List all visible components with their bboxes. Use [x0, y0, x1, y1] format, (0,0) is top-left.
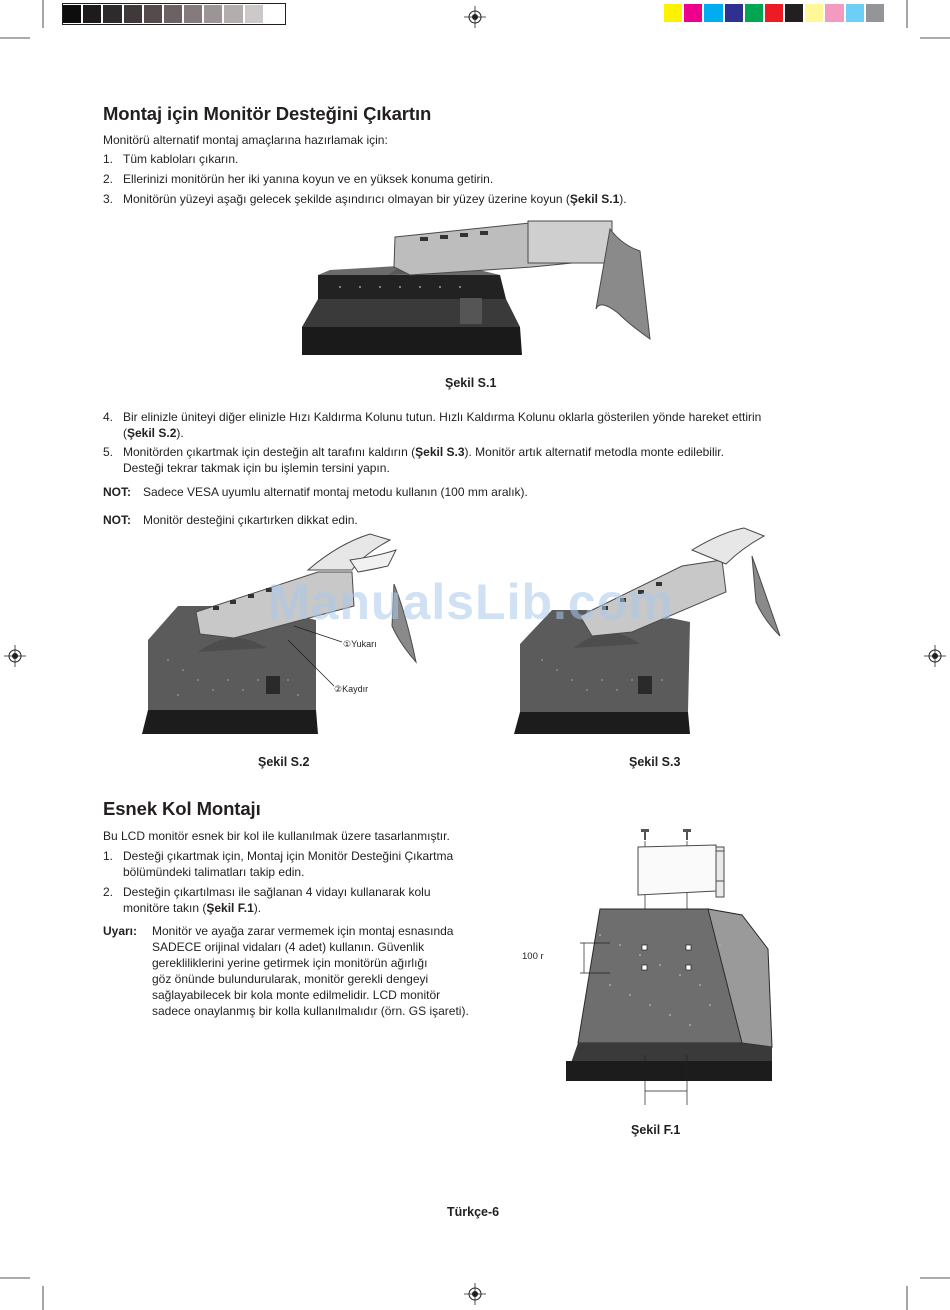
note-vesa — [103, 484, 528, 500]
step-number: 2. — [103, 172, 114, 186]
step-4: 4. Bir elinizle üniteyi diğer elinizle Hızı Kaldırma Kolunu tutun. Hızlı Kaldırma Kolunu oklarla gösterilen yönde hareket ettirin (Şekil S.2). — [103, 410, 762, 440]
note-label: NOT: — [103, 485, 131, 499]
warning-line: gerekliliklerini yerine getirmek için monitörün ağırlığı — [152, 956, 428, 970]
warning-line: sadece onaylanmış bir kolla kullanılmalıdır (örn. GS işareti). — [152, 1004, 469, 1018]
warning-line: sağlayabilecek bir kola monte edilmelidir. LCD monitör — [152, 988, 441, 1002]
dimension-label: 100 r — [522, 951, 544, 962]
section-intro: Bu LCD monitör esnek bir kol ile kullanılmak üzere tasarlanmıştır. — [103, 829, 450, 843]
step-text: Tüm kabloları çıkarın. — [123, 152, 239, 166]
figure-s1-caption: Şekil S.1 — [445, 376, 497, 390]
registration-mark-bottom-icon — [464, 1283, 486, 1305]
figure-s2-illustration — [138, 530, 438, 740]
warning-line: Monitör ve ayağa zarar vermemek için montaj esnasında — [152, 924, 454, 938]
registration-mark-top-icon — [464, 6, 486, 28]
note-label: NOT: — [103, 513, 131, 527]
step-2 — [103, 171, 494, 187]
figure-s1-illustration — [300, 215, 660, 357]
step-text: Bir elinizle üniteyi diğer elinizle Hızı Kaldırma Kolunu tutun. Hızlı Kaldırma Kolunu oklarla gösterilen yönde hareket ettirin — [123, 410, 762, 424]
step-number: 3. — [103, 192, 114, 206]
registration-mark-left-icon — [4, 645, 26, 667]
arm-step-1: 1. Desteği çıkartmak için, Montaj için Monitör Desteğini Çıkartma bölümündeki talimatları takip edin. — [103, 849, 454, 879]
warning-label: Uyarı: — [103, 924, 138, 938]
note-text: Monitör desteğini çıkartırken dikkat edin. — [143, 513, 358, 527]
step-text: Ellerinizi monitörün her iki yanına koyun ve en yüksek konuma getirin. — [123, 172, 494, 186]
step-number: 1. — [103, 152, 114, 166]
figure-s3-caption: Şekil S.3 — [629, 755, 681, 769]
step-text: Monitörün yüzeyi aşağı gelecek şekilde aşındırıcı olmayan bir yüzey üzerine koyun (Şekil S.1). — [123, 192, 627, 206]
figure-reference: Şekil S.2 — [127, 426, 177, 440]
watermark: ManualsLib.com — [268, 574, 674, 630]
step-number: 2. — [103, 885, 114, 899]
figure-reference: Şekil F.1 — [206, 901, 254, 915]
arm-step-2: 2. Desteğin çıkartılması ile sağlanan 4 vidayı kullanarak kolu monitöre takın (Şekil F.1). — [103, 885, 431, 915]
section-title-flexible-arm: Esnek Kol Montajı — [103, 798, 261, 819]
figure-reference: Şekil S.1 — [569, 192, 620, 206]
warning-line: SADECE orijinal vidaları (4 adet) kullanın. Güvenlik — [152, 940, 425, 954]
callout-slide: ②Kaydır — [334, 684, 369, 694]
step-number: 1. — [103, 849, 114, 863]
step-number: 4. — [103, 410, 114, 424]
figure-s2-caption: Şekil S.2 — [258, 755, 310, 769]
step-number: 5. — [103, 445, 114, 459]
section-title-stand-removal: Montaj için Monitör Desteğini Çıkartın — [103, 103, 432, 124]
callout-up: ①Yukarı — [343, 639, 377, 649]
note-caution — [103, 512, 358, 528]
figure-f1-caption: Şekil F.1 — [631, 1123, 681, 1137]
warning-line: göz önünde bulundurularak, monitör gerekli dengeyi — [152, 972, 429, 986]
step-3 — [103, 191, 627, 207]
figure-f1-illustration — [520, 825, 780, 1115]
registration-mark-right-icon — [924, 645, 946, 667]
note-text: Sadece VESA uyumlu alternatif montaj metodu kullanın (100 mm aralık). — [143, 485, 528, 499]
page-footer: Türkçe-6 — [447, 1205, 500, 1219]
figure-reference: Şekil S.3 — [415, 445, 465, 459]
warning-block — [103, 923, 469, 1018]
section-intro: Monitörü alternatif montaj amaçlarına hazırlamak için: — [103, 133, 388, 147]
step-1 — [103, 151, 239, 167]
step-5: 5. Monitörden çıkartmak için desteğin alt tarafını kaldırın (Şekil S.3). Monitör artık alternatif metodla monte edilebilir. Desteği tekrar takmak için bu işlemin tersini yapın. — [103, 445, 724, 475]
